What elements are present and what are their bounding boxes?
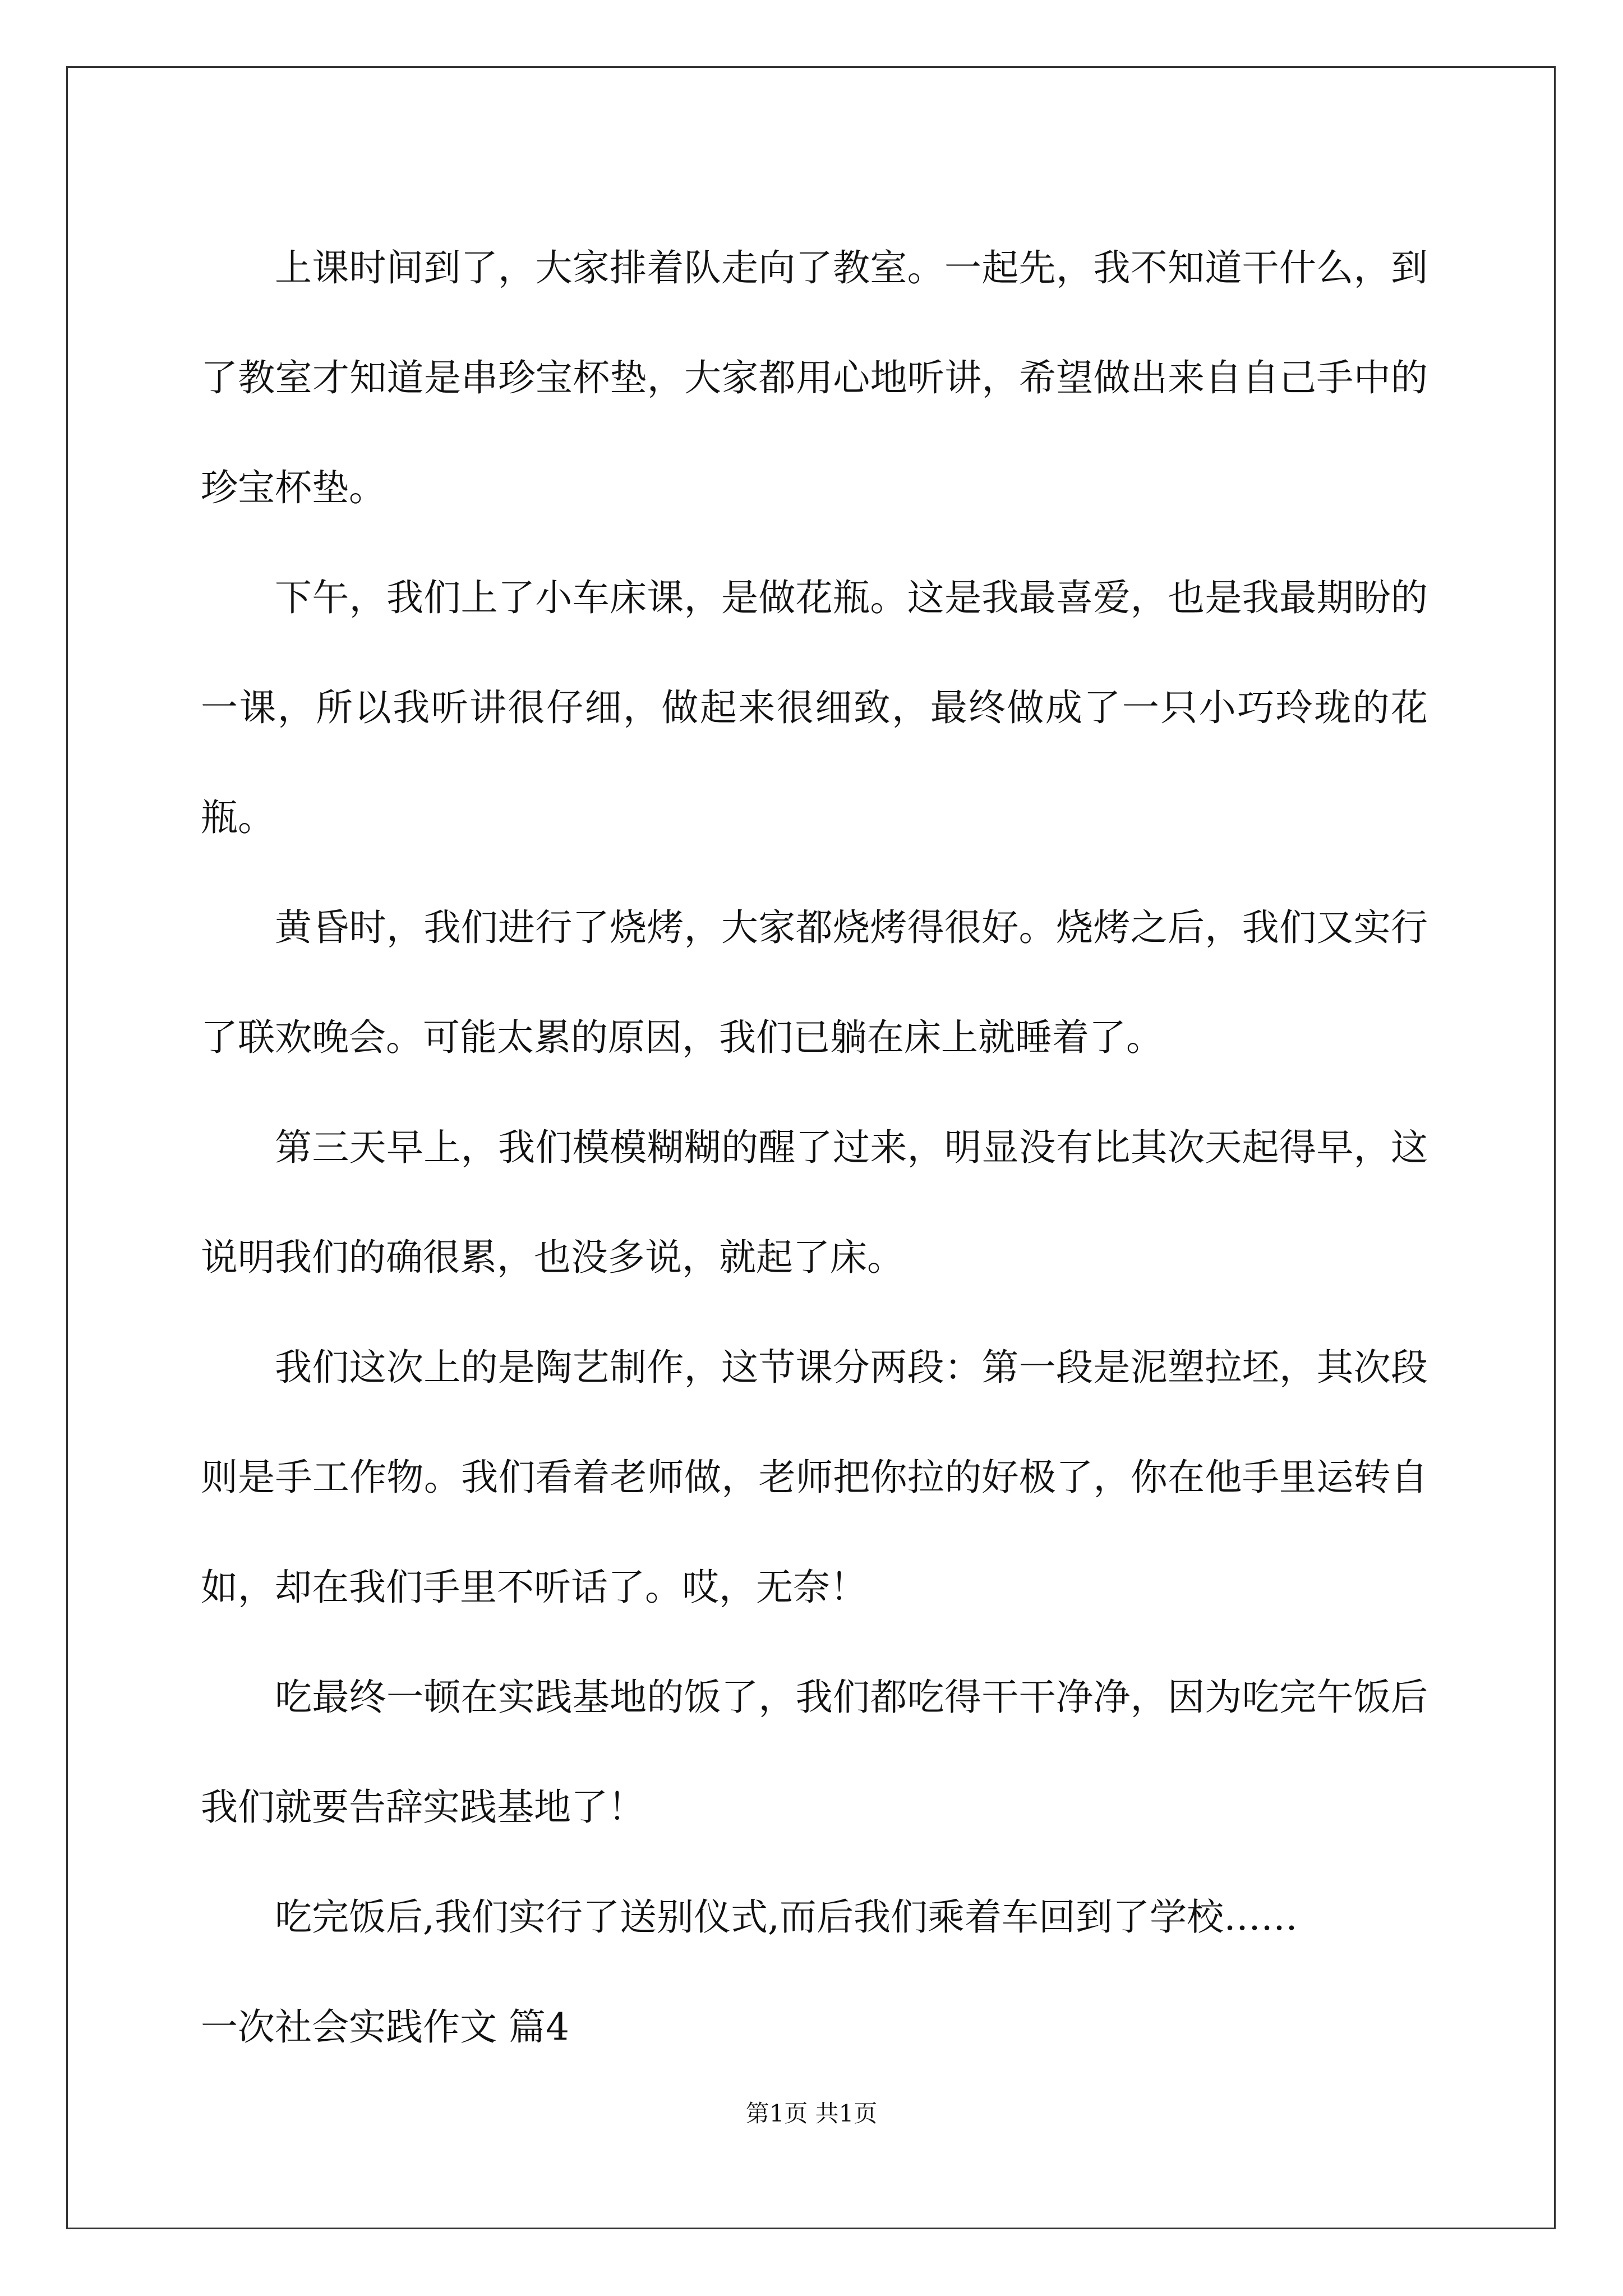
- paragraph-6: 吃最终一顿在实践基地的饭了，我们都吃得干干净净，因为吃完午饭后我们就要告辞实践基地了！: [201, 1676, 1428, 1829]
- paragraph-5: 我们这次上的是陶艺制作，这节课分两段：第一段是泥塑拉坯，其次段则是手工作物。我们看着老师做，老师把你拉的好极了，你在他手里运转自如，却在我们手里不听话了。哎，无奈！: [201, 1346, 1428, 1609]
- next-essay-title: 一次社会实践作文 篇4: [201, 2005, 569, 2049]
- paragraph-4: 第三天早上，我们模模糊糊的醒了过来，明显没有比其次天起得早，这说明我们的确很累，也没多说，就起了床。: [201, 1126, 1428, 1279]
- paragraph-2: 下午，我们上了小车床课，是做花瓶。这是我最喜爱，也是我最期盼的一课，所以我听讲很仔细，做起来很细致，最终做成了一只小巧玲珑的花瓶。: [201, 576, 1428, 839]
- document-body: [201, 213, 1428, 2082]
- paragraph-7: 吃完饭后,我们实行了送别仪式,而后我们乘着车回到了学校……: [275, 1895, 1298, 1939]
- paragraph-1: 上课时间到了，大家排着队走向了教室。一起先，我不知道干什么，到了教室才知道是串珍宝杯垫，大家都用心地听讲，希望做出来自自己手中的珍宝杯垫。: [201, 246, 1428, 509]
- page-footer: 第1页 共1页: [745, 2100, 878, 2127]
- paragraph-3: 黄昏时，我们进行了烧烤，大家都烧烤得很好。烧烤之后，我们又实行了联欢晚会。可能太累的原因，我们已躺在床上就睡着了。: [201, 906, 1428, 1059]
